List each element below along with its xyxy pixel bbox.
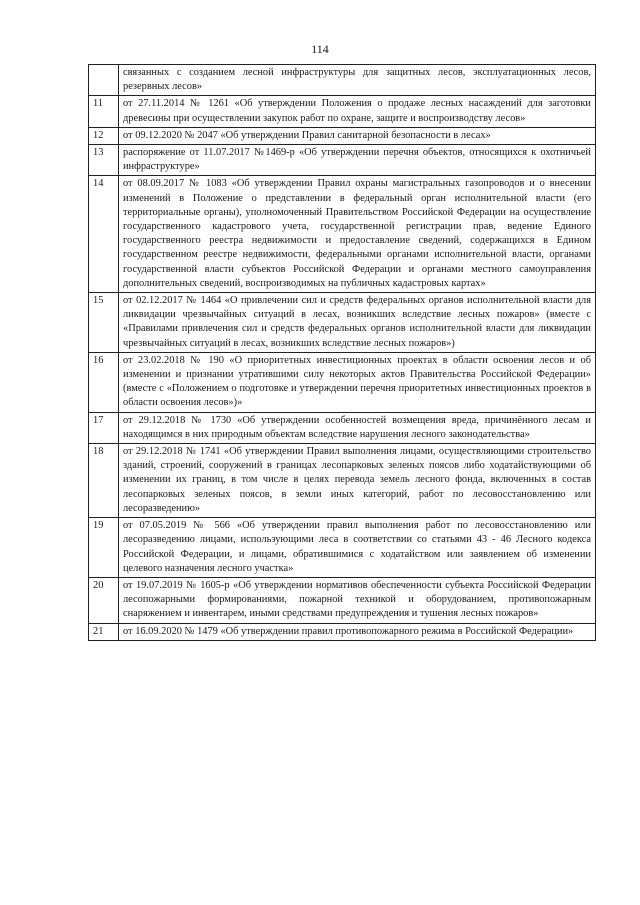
row-number: 13 — [89, 145, 119, 176]
row-text: связанных с созданием лесной инфраструктуры для защитных лесов, эксплуатационных лесов, резервных лесов» — [119, 65, 596, 96]
table-row — [89, 444, 596, 518]
row-number: 16 — [89, 352, 119, 412]
row-number — [89, 65, 119, 96]
table-row — [89, 412, 596, 443]
page-number: 114 — [311, 42, 329, 56]
row-text: от 27.11.2014 № 1261 «Об утверждении Положения о продаже лесных насаждений для заготовки древесины при осуществлении закупок работ по охране, защите и воспроизводству лесов» — [119, 96, 596, 127]
row-text: от 29.12.2018 № 1730 «Об утверждении особенностей возмещения вреда, причинённого лесам и находящимся в них природным объектам вследствие нарушения лесного законодательства» — [119, 412, 596, 443]
row-number: 14 — [89, 176, 119, 293]
row-text: от 09.12.2020 № 2047 «Об утверждении Правил санитарной безопасности в лесах» — [119, 127, 596, 144]
table-row — [89, 145, 596, 176]
row-number: 11 — [89, 96, 119, 127]
row-number: 19 — [89, 518, 119, 578]
table-row — [89, 176, 596, 293]
table-row — [89, 518, 596, 578]
table-row — [89, 577, 596, 623]
row-number: 20 — [89, 577, 119, 623]
table-row — [89, 96, 596, 127]
row-number: 18 — [89, 444, 119, 518]
row-text: распоряжение от 11.07.2017 №1469-р «Об утверждении перечня объектов, относящихся к охотничьей инфраструктуре» — [119, 145, 596, 176]
row-number: 15 — [89, 293, 119, 353]
table-row — [89, 352, 596, 412]
row-number: 12 — [89, 127, 119, 144]
row-number: 21 — [89, 623, 119, 640]
row-text: от 19.07.2019 № 1605-р «Об утверждении нормативов обеспеченности субъекта Российской Федерации лесопожарными формированиями, пожарной техникой и оборудованием, противопожарным снаряжением и инвентарем, иными средствами предупреждения и тушения лесных пожаров» — [119, 577, 596, 623]
table-row — [89, 293, 596, 353]
row-text: от 08.09.2017 № 1083 «Об утверждении Правил охраны магистральных газопроводов и о внесении изменений в Положение о представлении в федеральный орган исполнительной власти (его территориальные органы), уполномоченный Правительством Российской Федерации на осуществление государственного кадастрового учета, государственной регистрации прав, ведение Единого государственного реестра недвижимости и предоставление сведений, содержащихся в Едином государственном реестре недвижимости, федеральными органами исполнительной власти, органами государственной власти субъектов Российской Федерации и органами местного самоуправления дополнительных сведений, воспроизводимых на публичных кадастровых картах» — [119, 176, 596, 293]
legal-acts-table — [88, 64, 596, 641]
table-row — [89, 127, 596, 144]
row-text: от 23.02.2018 № 190 «О приоритетных инвестиционных проектах в области освоения лесов и об изменении и признании утратившими силу некоторых актов Правительства Российской Федерации» (вместе с «Положением о подготовке и утверждении перечня приоритетных инвестиционных проектов в области освоения лесов»)» — [119, 352, 596, 412]
row-text: от 02.12.2017 № 1464 «О привлечении сил и средств федеральных органов исполнительной власти для ликвидации чрезвычайных ситуаций в лесах, возникших вследствие лесных пожаров» (вместе с «Правилами привлечения сил и средств федеральных органов исполнительной власти для ликвидации чрезвычайных ситуаций в лесах, возникших вследствие лесных пожаров») — [119, 293, 596, 353]
table-row — [89, 65, 596, 96]
row-text: от 29.12.2018 № 1741 «Об утверждении Правил выполнения лицами, осуществляющими строительство зданий, строений, сооружений в границах лесопарковых зеленых поясов либо ходатайствующими об изменении их границ, в том числе в целях перевода земель лесного фонда, включенных в состав лесопарковых зеленых поясов, в земли иных категорий, работ по лесовосстановлению или лесоразведению» — [119, 444, 596, 518]
row-number: 17 — [89, 412, 119, 443]
row-text: от 16.09.2020 № 1479 «Об утверждении правил противопожарного режима в Российской Федерации» — [119, 623, 596, 640]
table-row — [89, 623, 596, 640]
row-text: от 07.05.2019 № 566 «Об утверждении правил выполнения работ по лесовосстановлению или лесоразведению лицами, использующими леса в соответствии со статьями 43 - 46 Лесного кодекса Российской Федерации, и лицами, обратившимися с ходатайством или заявлением об изменении целевого назначения лесного участка» — [119, 518, 596, 578]
